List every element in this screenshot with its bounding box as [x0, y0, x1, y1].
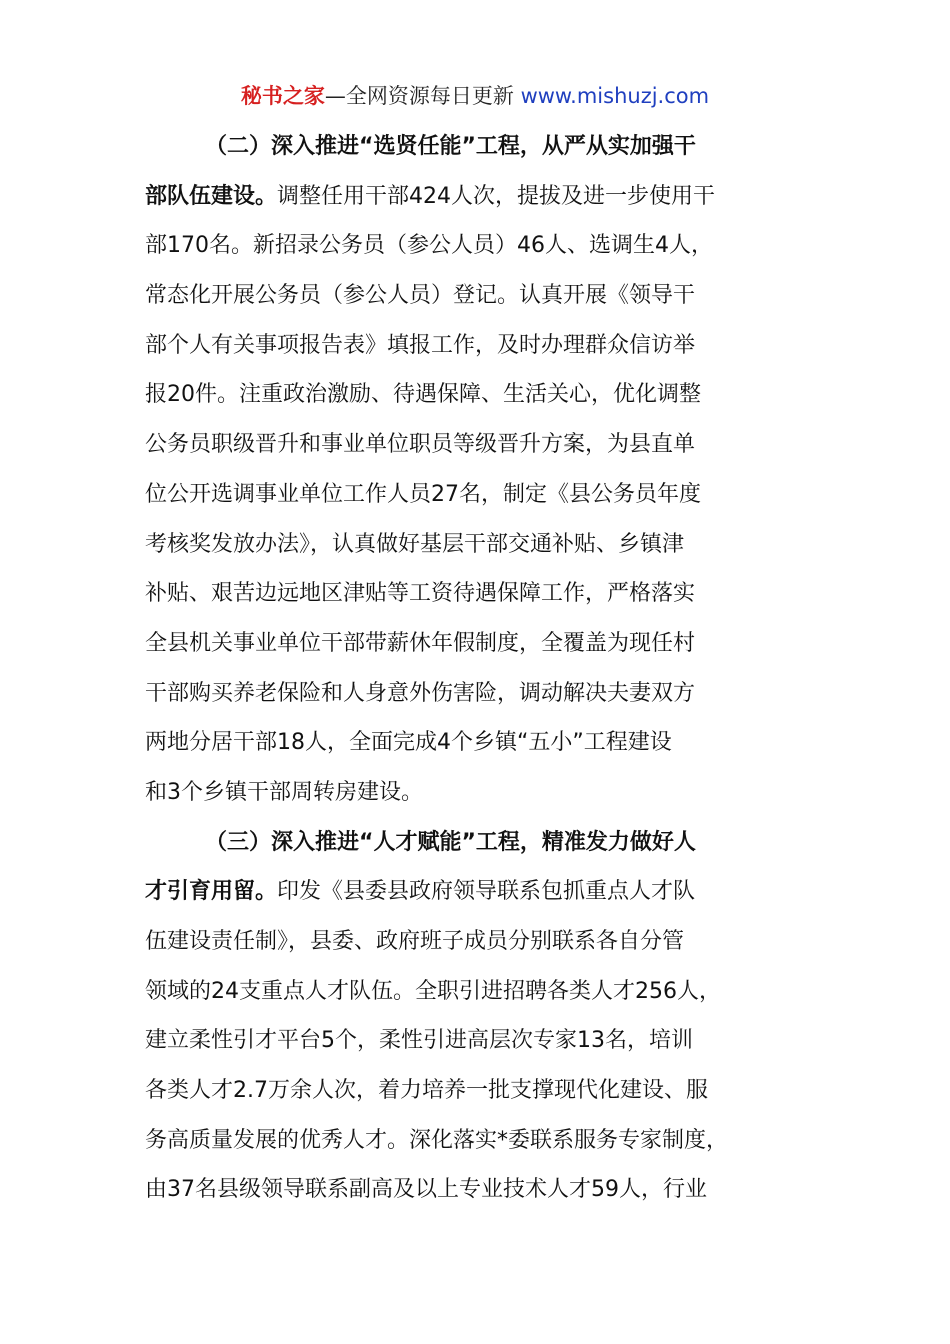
text-line: 全县机关事业单位干部带薪休年假制度，全覆盖为现任村 [145, 630, 696, 656]
brand-name: 秘书之家 [240, 84, 325, 108]
paragraph-section-3 [145, 826, 815, 1224]
document-body [145, 130, 815, 1223]
text-line: 考核奖发放办法》，认真做好基层干部交通补贴、乡镇津 [145, 531, 685, 557]
text-line: 补贴、艰苦边远地区津贴等工资待遇保障工作，严格落实 [145, 581, 696, 607]
header-tagline: —全网资源每日更新 [324, 84, 514, 108]
text-line: 和3个乡镇干部周转房建设。 [145, 779, 423, 805]
paragraph-section-2 [145, 130, 815, 826]
text-line: 务高质量发展的优秀人才。深化落实*委联系服务专家制度， [145, 1127, 729, 1153]
site-header [0, 82, 950, 110]
section-heading: （三）深入推进“人才赋能”工程，精准发力做好人 [205, 829, 696, 855]
text-line: 由37名县级领导联系副高及以上专业技术人才59人，行业 [145, 1177, 707, 1203]
text-line: 报20件。注重政治激励、待遇保障、生活关心，优化调整 [145, 382, 701, 408]
text-line: 建立柔性引才平台5个，柔性引进高层次专家13名，培训 [145, 1028, 693, 1054]
text-line: 两地分居干部18人，全面完成4个乡镇“五小”工程建设 [145, 730, 672, 756]
text-line: 位公开选调事业单位工作人员27名，制定《县公务员年度 [145, 481, 701, 507]
text-line: 公务员职级晋升和事业单位职员等级晋升方案，为县直单 [145, 432, 696, 458]
text-line: 干部购买养老保险和人身意外伤害险，调动解决夫妻双方 [145, 680, 696, 706]
text-line: 部个人有关事项报告表》填报工作，及时办理群众信访举 [145, 332, 696, 358]
text-line: 常态化开展公务员（参公人员）登记。认真开展《领导干 [145, 283, 696, 309]
section-heading: （二）深入推进“选贤任能”工程，从严从实加强干 [205, 134, 696, 159]
text-line: 伍建设责任制》，县委、政府班子成员分别联系各自分管 [145, 929, 685, 954]
text-line: 才引育用留。印发《县委县政府领导联系包抓重点人才队 [145, 879, 696, 905]
text-line: 各类人才2.7万余人次，着力培养一批支撑现代化建设、服 [145, 1078, 708, 1104]
site-url-link[interactable]: www.mishuzj.com [520, 84, 710, 108]
text-line: 部队伍建设。调整任用干部424人次，提拔及进一步使用干 [145, 183, 716, 209]
text-line: 领域的24支重点人才队伍。全职引进招聘各类人才256人， [145, 978, 721, 1004]
text-line: 部170名。新招录公务员（参公人员）46人、选调生4人， [145, 233, 713, 259]
